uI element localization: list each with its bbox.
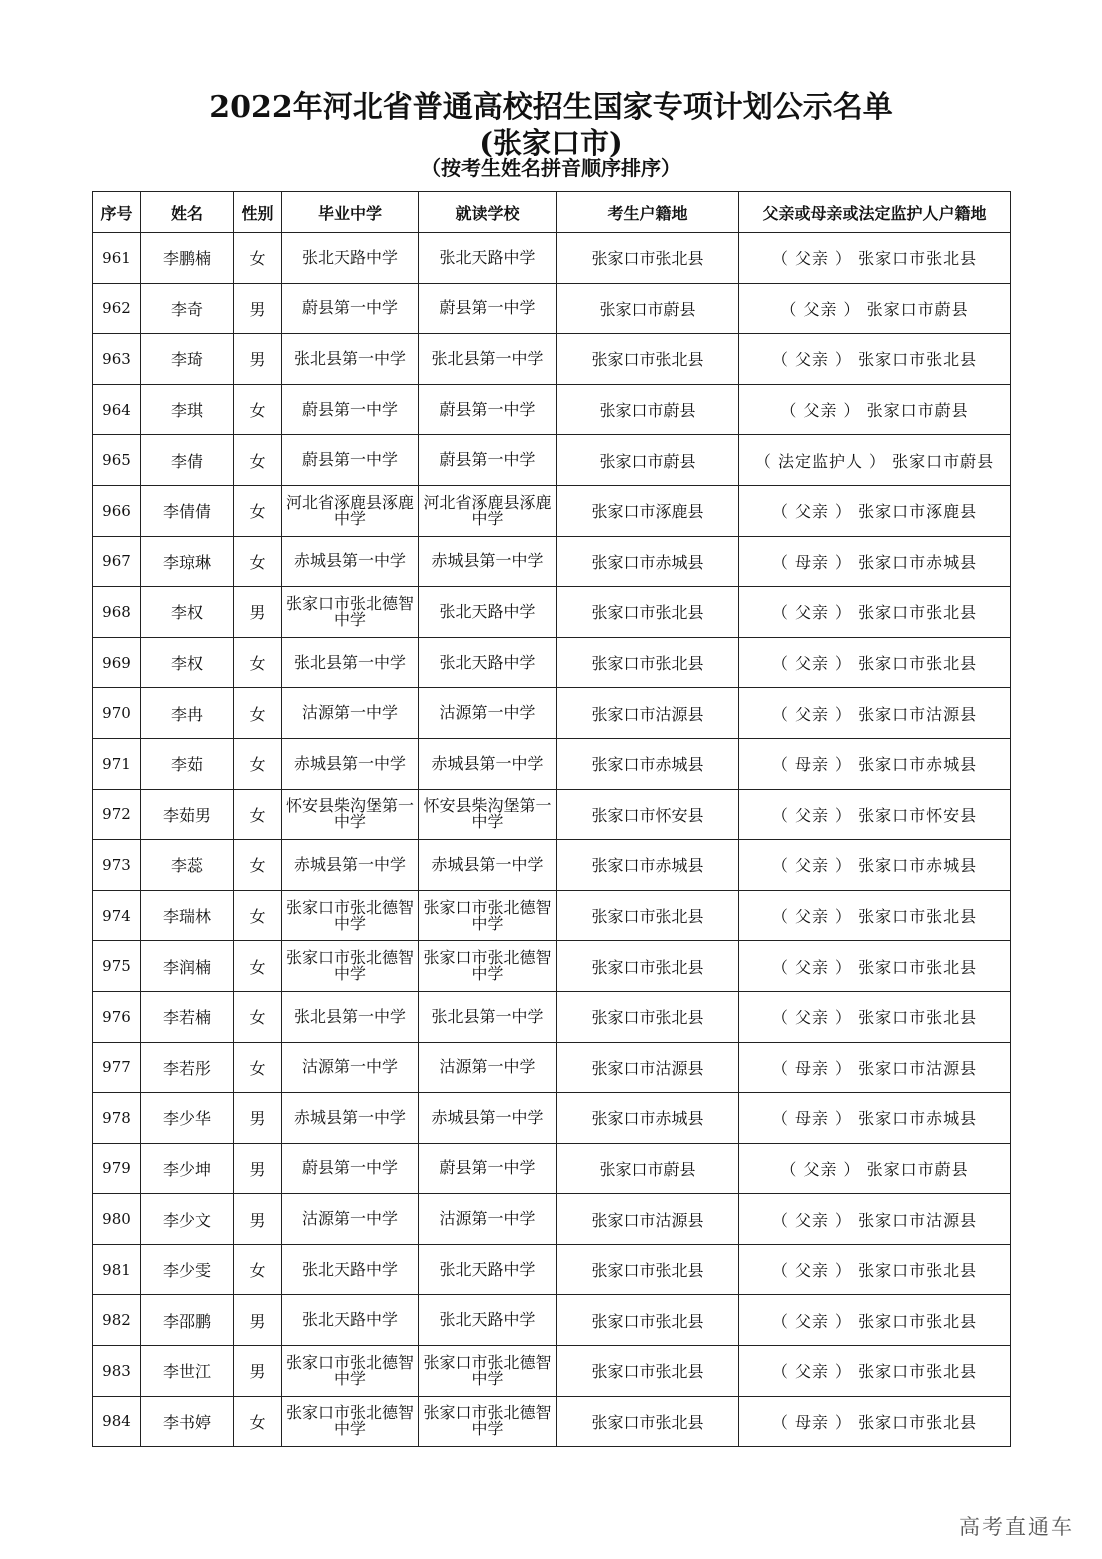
seq-cell: 973 [93, 840, 141, 891]
student-household-cell: 张家口市张北县 [557, 1295, 739, 1346]
gender-cell: 女 [234, 890, 282, 941]
graduated-school-cell: 沽源第一中学 [282, 1042, 419, 1093]
student-household-cell: 张家口市赤城县 [557, 840, 739, 891]
graduated-school-cell: 怀安县柴沟堡第一中学 [282, 789, 419, 840]
gender-cell: 女 [234, 1244, 282, 1295]
parent-household-cell: （ 父亲 ） 张家口市张北县 [739, 637, 1011, 688]
student-household-cell: 张家口市沽源县 [557, 1194, 739, 1245]
gender-cell: 女 [234, 384, 282, 435]
parent-household-cell: （ 父亲 ） 张家口市张北县 [739, 1346, 1011, 1397]
name-cell: 李若彤 [141, 1042, 234, 1093]
graduated-school-cell: 张家口市张北德智中学 [282, 587, 419, 638]
current-school-cell: 赤城县第一中学 [419, 840, 557, 891]
parent-household-cell: （ 母亲 ） 张家口市沽源县 [739, 1042, 1011, 1093]
parent-household-cell: （ 父亲 ） 张家口市张北县 [739, 1295, 1011, 1346]
student-household-cell: 张家口市张北县 [557, 233, 739, 284]
gender-cell: 女 [234, 789, 282, 840]
col-header-parent-household: 父亲或母亲或法定监护人户籍地 [739, 192, 1011, 233]
seq-cell: 981 [93, 1244, 141, 1295]
seq-cell: 963 [93, 334, 141, 385]
current-school-cell: 河北省涿鹿县涿鹿中学 [419, 485, 557, 536]
gender-cell: 男 [234, 1346, 282, 1397]
current-school-cell: 张北天路中学 [419, 233, 557, 284]
student-household-cell: 张家口市张北县 [557, 334, 739, 385]
graduated-school-cell: 赤城县第一中学 [282, 536, 419, 587]
parent-household-cell: （ 父亲 ） 张家口市张北县 [739, 991, 1011, 1042]
table-row [93, 587, 1011, 638]
parent-household-cell: （ 母亲 ） 张家口市赤城县 [739, 536, 1011, 587]
graduated-school-cell: 蔚县第一中学 [282, 1143, 419, 1194]
name-cell: 李蕊 [141, 840, 234, 891]
parent-household-cell: （ 父亲 ） 张家口市沽源县 [739, 1194, 1011, 1245]
student-household-cell: 张家口市沽源县 [557, 1042, 739, 1093]
name-cell: 李世江 [141, 1346, 234, 1397]
student-household-cell: 张家口市张北县 [557, 1346, 739, 1397]
name-cell: 李倩倩 [141, 485, 234, 536]
name-cell: 李权 [141, 637, 234, 688]
graduated-school-cell: 赤城县第一中学 [282, 840, 419, 891]
page-subtitle-city: (张家口市) [479, 126, 623, 160]
student-household-cell: 张家口市张北县 [557, 941, 739, 992]
parent-household-cell: （ 父亲 ） 张家口市张北县 [739, 334, 1011, 385]
gender-cell: 女 [234, 840, 282, 891]
gender-cell: 男 [234, 283, 282, 334]
current-school-cell: 沽源第一中学 [419, 688, 557, 739]
col-header-gender: 性别 [234, 192, 282, 233]
name-cell: 李冉 [141, 688, 234, 739]
table-row [93, 890, 1011, 941]
graduated-school-cell: 张家口市张北德智中学 [282, 1396, 419, 1447]
col-header-name: 姓名 [141, 192, 234, 233]
name-cell: 李润楠 [141, 941, 234, 992]
table-row [93, 789, 1011, 840]
seq-cell: 965 [93, 435, 141, 486]
current-school-cell: 张家口市张北德智中学 [419, 890, 557, 941]
current-school-cell: 蔚县第一中学 [419, 283, 557, 334]
graduated-school-cell: 张北天路中学 [282, 1295, 419, 1346]
student-household-cell: 张家口市蔚县 [557, 1143, 739, 1194]
student-household-cell: 张家口市赤城县 [557, 738, 739, 789]
student-household-cell: 张家口市赤城县 [557, 1093, 739, 1144]
student-household-cell: 张家口市沽源县 [557, 688, 739, 739]
current-school-cell: 张家口市张北德智中学 [419, 941, 557, 992]
page-title: 2022年河北省普通高校招生国家专项计划公示名单 [209, 90, 893, 125]
table-row [93, 435, 1011, 486]
col-header-student-household: 考生户籍地 [557, 192, 739, 233]
gender-cell: 女 [234, 485, 282, 536]
table-row [93, 536, 1011, 587]
gender-cell: 女 [234, 536, 282, 587]
name-cell: 李少雯 [141, 1244, 234, 1295]
graduated-school-cell: 张北县第一中学 [282, 334, 419, 385]
table-row [93, 1042, 1011, 1093]
parent-household-cell: （ 父亲 ） 张家口市张北县 [739, 233, 1011, 284]
current-school-cell: 蔚县第一中学 [419, 384, 557, 435]
seq-cell: 962 [93, 283, 141, 334]
name-cell: 李琼琳 [141, 536, 234, 587]
name-cell: 李鹏楠 [141, 233, 234, 284]
current-school-cell: 张北天路中学 [419, 1244, 557, 1295]
table-row [93, 1346, 1011, 1397]
student-household-cell: 张家口市张北县 [557, 1396, 739, 1447]
student-household-cell: 张家口市怀安县 [557, 789, 739, 840]
current-school-cell: 赤城县第一中学 [419, 738, 557, 789]
parent-household-cell: （ 父亲 ） 张家口市张北县 [739, 890, 1011, 941]
parent-household-cell: （ 父亲 ） 张家口市张北县 [739, 941, 1011, 992]
seq-cell: 979 [93, 1143, 141, 1194]
roster-table [92, 191, 1011, 1447]
seq-cell: 974 [93, 890, 141, 941]
seq-cell: 976 [93, 991, 141, 1042]
col-header-current-school: 就读学校 [419, 192, 557, 233]
current-school-cell: 张北县第一中学 [419, 334, 557, 385]
seq-cell: 966 [93, 485, 141, 536]
name-cell: 李邵鹏 [141, 1295, 234, 1346]
table-row [93, 941, 1011, 992]
table-body [93, 233, 1011, 1447]
current-school-cell: 张北天路中学 [419, 637, 557, 688]
gender-cell: 男 [234, 1295, 282, 1346]
table-row [93, 1143, 1011, 1194]
parent-household-cell: （ 父亲 ） 张家口市赤城县 [739, 840, 1011, 891]
table-row [93, 637, 1011, 688]
gender-cell: 女 [234, 637, 282, 688]
student-household-cell: 张家口市蔚县 [557, 384, 739, 435]
student-household-cell: 张家口市张北县 [557, 991, 739, 1042]
gender-cell: 女 [234, 233, 282, 284]
name-cell: 李奇 [141, 283, 234, 334]
table-row [93, 738, 1011, 789]
current-school-cell: 沽源第一中学 [419, 1194, 557, 1245]
graduated-school-cell: 赤城县第一中学 [282, 1093, 419, 1144]
graduated-school-cell: 蔚县第一中学 [282, 283, 419, 334]
name-cell: 李瑞林 [141, 890, 234, 941]
current-school-cell: 张北县第一中学 [419, 991, 557, 1042]
table-row [93, 840, 1011, 891]
name-cell: 李琦 [141, 334, 234, 385]
parent-household-cell: （ 母亲 ） 张家口市张北县 [739, 1396, 1011, 1447]
watermark: 高考直通车 [959, 1515, 1074, 1539]
graduated-school-cell: 张北县第一中学 [282, 991, 419, 1042]
parent-household-cell: （ 父亲 ） 张家口市张北县 [739, 587, 1011, 638]
seq-cell: 984 [93, 1396, 141, 1447]
parent-household-cell: （ 父亲 ） 张家口市蔚县 [739, 1143, 1011, 1194]
name-cell: 李书婷 [141, 1396, 234, 1447]
seq-cell: 983 [93, 1346, 141, 1397]
gender-cell: 女 [234, 941, 282, 992]
seq-cell: 980 [93, 1194, 141, 1245]
graduated-school-cell: 张北县第一中学 [282, 637, 419, 688]
gender-cell: 女 [234, 991, 282, 1042]
gender-cell: 女 [234, 435, 282, 486]
parent-household-cell: （ 父亲 ） 张家口市涿鹿县 [739, 485, 1011, 536]
current-school-cell: 张家口市张北德智中学 [419, 1346, 557, 1397]
gender-cell: 男 [234, 1143, 282, 1194]
table-row [93, 1396, 1011, 1447]
student-household-cell: 张家口市张北县 [557, 890, 739, 941]
current-school-cell: 赤城县第一中学 [419, 536, 557, 587]
current-school-cell: 蔚县第一中学 [419, 1143, 557, 1194]
table-row [93, 1194, 1011, 1245]
name-cell: 李茹男 [141, 789, 234, 840]
table-row [93, 485, 1011, 536]
graduated-school-cell: 蔚县第一中学 [282, 435, 419, 486]
page-subtitle-sort-note: （按考生姓名拼音顺序排序） [421, 156, 681, 180]
table-row [93, 384, 1011, 435]
student-household-cell: 张家口市蔚县 [557, 283, 739, 334]
seq-cell: 977 [93, 1042, 141, 1093]
current-school-cell: 沽源第一中学 [419, 1042, 557, 1093]
col-header-seq: 序号 [93, 192, 141, 233]
student-household-cell: 张家口市张北县 [557, 1244, 739, 1295]
current-school-cell: 张北天路中学 [419, 587, 557, 638]
student-household-cell: 张家口市赤城县 [557, 536, 739, 587]
gender-cell: 男 [234, 1093, 282, 1144]
name-cell: 李少文 [141, 1194, 234, 1245]
graduated-school-cell: 河北省涿鹿县涿鹿中学 [282, 485, 419, 536]
table-row [93, 1295, 1011, 1346]
table-row [93, 688, 1011, 739]
gender-cell: 男 [234, 334, 282, 385]
student-household-cell: 张家口市蔚县 [557, 435, 739, 486]
graduated-school-cell: 沽源第一中学 [282, 688, 419, 739]
seq-cell: 967 [93, 536, 141, 587]
parent-household-cell: （ 父亲 ） 张家口市蔚县 [739, 283, 1011, 334]
gender-cell: 男 [234, 587, 282, 638]
current-school-cell: 怀安县柴沟堡第一中学 [419, 789, 557, 840]
parent-household-cell: （ 父亲 ） 张家口市怀安县 [739, 789, 1011, 840]
seq-cell: 968 [93, 587, 141, 638]
seq-cell: 964 [93, 384, 141, 435]
name-cell: 李少华 [141, 1093, 234, 1144]
name-cell: 李权 [141, 587, 234, 638]
seq-cell: 975 [93, 941, 141, 992]
seq-cell: 971 [93, 738, 141, 789]
gender-cell: 女 [234, 688, 282, 739]
parent-household-cell: （ 法定监护人 ） 张家口市蔚县 [739, 435, 1011, 486]
current-school-cell: 张家口市张北德智中学 [419, 1396, 557, 1447]
parent-household-cell: （ 母亲 ） 张家口市赤城县 [739, 1093, 1011, 1144]
seq-cell: 969 [93, 637, 141, 688]
student-household-cell: 张家口市张北县 [557, 587, 739, 638]
graduated-school-cell: 沽源第一中学 [282, 1194, 419, 1245]
seq-cell: 982 [93, 1295, 141, 1346]
seq-cell: 978 [93, 1093, 141, 1144]
name-cell: 李琪 [141, 384, 234, 435]
student-household-cell: 张家口市张北县 [557, 637, 739, 688]
name-cell: 李倩 [141, 435, 234, 486]
graduated-school-cell: 蔚县第一中学 [282, 384, 419, 435]
gender-cell: 男 [234, 1194, 282, 1245]
parent-household-cell: （ 母亲 ） 张家口市赤城县 [739, 738, 1011, 789]
name-cell: 李少坤 [141, 1143, 234, 1194]
gender-cell: 女 [234, 1396, 282, 1447]
current-school-cell: 张北天路中学 [419, 1295, 557, 1346]
table-row [93, 334, 1011, 385]
table-row [93, 1093, 1011, 1144]
parent-household-cell: （ 父亲 ） 张家口市张北县 [739, 1244, 1011, 1295]
student-household-cell: 张家口市涿鹿县 [557, 485, 739, 536]
table-row [93, 283, 1011, 334]
name-cell: 李茹 [141, 738, 234, 789]
graduated-school-cell: 张北天路中学 [282, 1244, 419, 1295]
table-header-row [93, 192, 1011, 233]
seq-cell: 972 [93, 789, 141, 840]
seq-cell: 961 [93, 233, 141, 284]
table-row [93, 991, 1011, 1042]
current-school-cell: 赤城县第一中学 [419, 1093, 557, 1144]
graduated-school-cell: 张北天路中学 [282, 233, 419, 284]
name-cell: 李若楠 [141, 991, 234, 1042]
graduated-school-cell: 张家口市张北德智中学 [282, 890, 419, 941]
table-row [93, 1244, 1011, 1295]
graduated-school-cell: 张家口市张北德智中学 [282, 941, 419, 992]
seq-cell: 970 [93, 688, 141, 739]
parent-household-cell: （ 父亲 ） 张家口市沽源县 [739, 688, 1011, 739]
graduated-school-cell: 张家口市张北德智中学 [282, 1346, 419, 1397]
parent-household-cell: （ 父亲 ） 张家口市蔚县 [739, 384, 1011, 435]
table-row [93, 233, 1011, 284]
gender-cell: 女 [234, 738, 282, 789]
gender-cell: 女 [234, 1042, 282, 1093]
graduated-school-cell: 赤城县第一中学 [282, 738, 419, 789]
current-school-cell: 蔚县第一中学 [419, 435, 557, 486]
col-header-graduated-school: 毕业中学 [282, 192, 419, 233]
